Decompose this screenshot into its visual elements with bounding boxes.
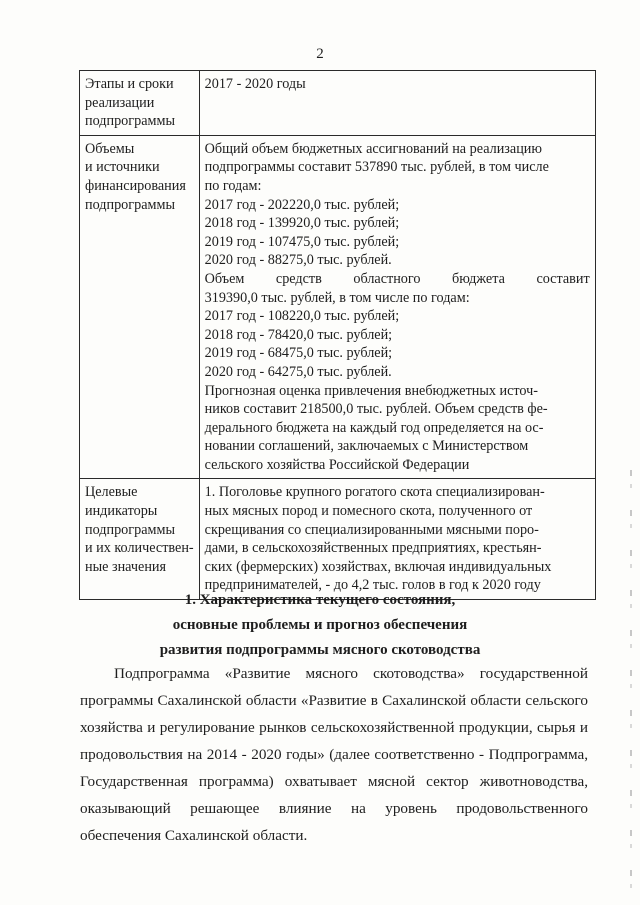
value-line: новании соглашений, заключаемых с Министерством [204, 438, 529, 455]
section-paragraph [80, 660, 588, 849]
value-line: 2019 год - 68475,0 тыс. рублей; [204, 345, 393, 362]
value-line: предпринимателей, - до 4,2 тыс. голов в год к 2020 году [204, 577, 541, 594]
row-label [80, 135, 200, 479]
value-line: дами, в сельскохозяйственных предприятиях, крестьян- [204, 540, 542, 557]
label-line: индикаторы [85, 503, 158, 520]
value-line: Общий объем бюджетных ассигнований на реализацию [204, 140, 542, 157]
label-line: финансирования [85, 177, 186, 194]
value-line: ных мясных пород и помесного скота, полученного от [204, 503, 533, 520]
section-heading [0, 588, 640, 663]
label-line: Этапы и сроки [85, 76, 174, 92]
value-line: 1. Поголовье крупного рогатого скота специализирован- [204, 484, 545, 501]
value-line: 2020 год - 88275,0 тыс. рублей. [204, 252, 392, 269]
row-value [199, 135, 595, 479]
value-line: дерального бюджета на каждый год определяется на ос- [204, 419, 544, 436]
label-line: подпрограммы [85, 521, 175, 538]
value-line: Прогнозная оценка привлечения внебюджетных источ- [204, 382, 539, 399]
value-line: ников составит 218500,0 тыс. рублей. Объем средств фе- [204, 401, 548, 418]
value-line: 2017 - 2020 годы [204, 76, 306, 92]
section-heading-line: основные проблемы и прогноз обеспечения [172, 617, 468, 633]
section-heading-line: 1. Характеристика текущего состояния, [184, 592, 456, 608]
value-line: 2018 год - 78420,0 тыс. рублей; [204, 326, 393, 343]
value-line: по годам: [204, 177, 262, 194]
value-line: сельского хозяйства Российской Федерации [204, 456, 470, 473]
value-line: скрещивания со специализированными мясными поро- [204, 521, 539, 538]
scan-edge-artifact [630, 470, 632, 890]
label-line: подпрограммы [85, 196, 175, 213]
label-line: подпрограммы [85, 113, 175, 130]
value-line: подпрограммы составит 537890 тыс. рублей, в том числе [204, 159, 549, 176]
row-value [199, 479, 595, 600]
value-line: 2017 год - 202220,0 тыс. рублей; [204, 196, 400, 213]
label-line: реализации [85, 94, 155, 111]
value-line: 2020 год - 64275,0 тыс. рублей. [204, 363, 392, 380]
label-line: и источники [85, 159, 160, 176]
value-line: 2017 год - 108220,0 тыс. рублей; [204, 308, 400, 325]
value-line: Объем средств областного бюджета составит [204, 270, 590, 287]
value-line: ских (фермерских) хозяйствах, включая индивидуальных [204, 558, 552, 575]
table-row [80, 479, 596, 600]
row-label [80, 71, 200, 136]
subprogram-passport-table [79, 70, 596, 600]
table-row [80, 71, 596, 136]
value-line: 2018 год - 139920,0 тыс. рублей; [204, 215, 400, 232]
value-line: 319390,0 тыс. рублей, в том числе по годам: [204, 289, 470, 306]
row-value [199, 71, 595, 136]
label-line: ные значения [85, 558, 167, 575]
paragraph-text: Подпрограмма «Развитие мясного скотоводства» государственной программы Сахалинской области «Развитие в Сахалинской области сельского хозяйства и регулирование рынков сельскохозяйственной продукции, сырья и продовольствия на 2014 - 2020 годы» (далее соответственно - Подпрограмма, Государственная программа) охватывает мясной сектор животноводства, оказывающий решающее влияние на уровень продовольственного обеспечения Сахалинской области. [80, 665, 588, 844]
section-heading-line: развития подпрограммы мясного скотоводства [159, 642, 481, 658]
table-row [80, 135, 596, 479]
label-line: Целевые [85, 484, 138, 501]
label-line: Объемы [85, 140, 135, 157]
row-label [80, 479, 200, 600]
label-line: и их количествен- [85, 540, 194, 557]
page-number: 2 [316, 46, 324, 62]
value-line: 2019 год - 107475,0 тыс. рублей; [204, 233, 400, 250]
